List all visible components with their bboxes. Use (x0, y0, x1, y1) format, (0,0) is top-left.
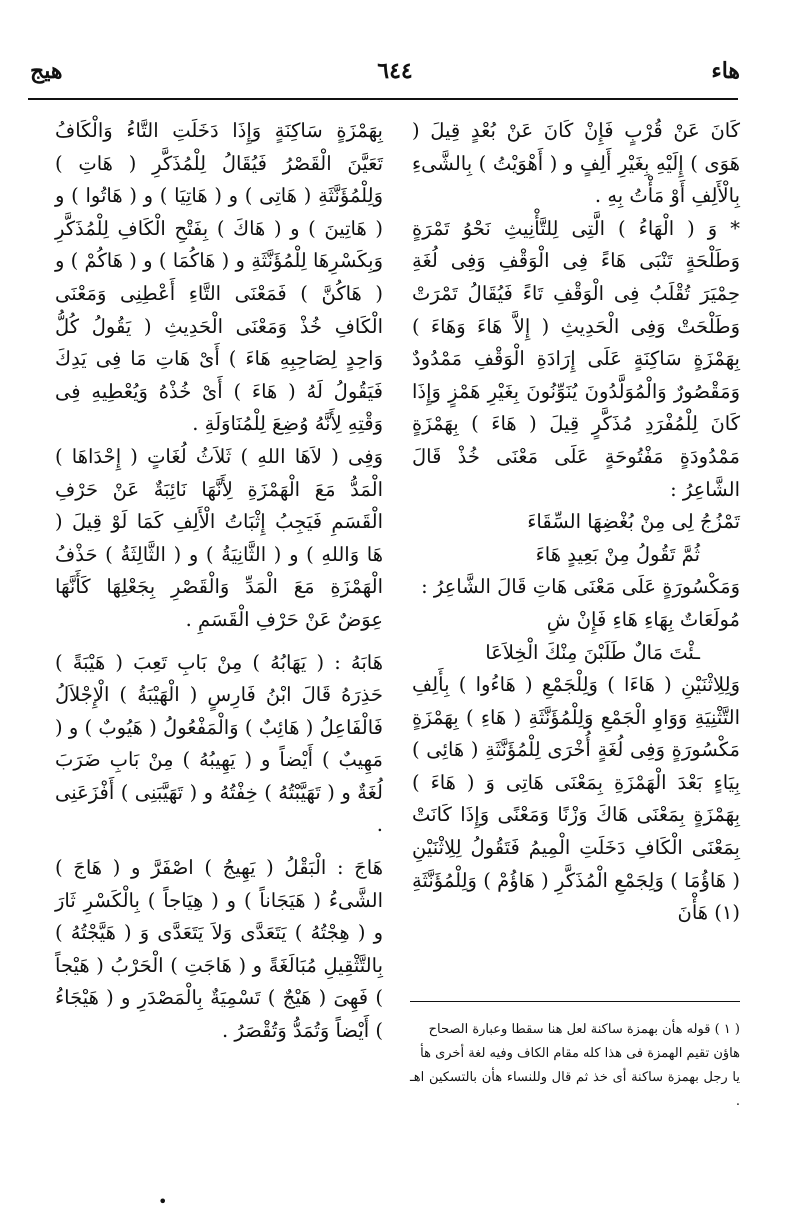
paragraph: كَانَ عَنْ قُرْبٍ فَإِنْ كَانَ عَنْ بُعْدٍ قِيلَ ( هَوَى ) إِلَيْهِ بِغَيْرِ أَلِفٍ و ( أَهْوَيْتُ ) بِالشَّىءِ بِالْأَلِفِ أَوْ مَأْتُ بِهِ . (412, 119, 740, 208)
paragraph: وَمَكْسُورَةٍ عَلَى مَعْنَى هَاتِ قَالَ الشَّاعِرُ : (421, 575, 740, 599)
header-rule (28, 98, 738, 100)
page-number: ٦٤٤ (377, 58, 413, 84)
entry-haja: هَاجَ : الْبَقْلُ ( يَهِيجُ ) اصْفَرَّ و ( هَاجَ ) الشَّىءُ ( هَيَجَاناً ) و ( هِيَاجاً ) بِالْكَسْرِ ثَارَ و ( هِجْتُهُ ) يَتَعَدَّى وَلاَ يَتَعَدَّى وَ ( هَيَّجْتُهُ ) بِالتَّثْقِيلِ مُبَالَغَةً و ( هَاجَتِ ) الْحَرْبُ ( هَيْجاً ) فَهِىَ ( هَيْجٌ ) تَسْمِيَةٌ بِالْمَصْدَرِ و ( هَيْجَاءُ ) أَيْضاً وَتُمَدُّ وَتُقْصَرُ . (55, 856, 383, 1043)
verse-line: ثُمَّ تَقُولُ مِنْ بَعِيدٍ هَاءَ (535, 542, 700, 566)
header-entry-left: هيج (30, 58, 63, 84)
right-column (412, 115, 740, 930)
footnote-line: هاؤن تقيم الهمزة فى هذا كله مقام الكاف وفيه لغة أخرى هأ (420, 1046, 740, 1061)
print-speck: • (158, 1192, 168, 1211)
paragraph: بِهَمْزَةٍ سَاكِنَةٍ وَإِذَا دَخَلَتِ التَّاءُ وَالْكَافُ تَعَيَّنَ الْقَصْرُ فَيُقَالُ لِلْمُذَكَّرِ ( هَاتِ ) وَلِلْمُؤَنَّثَةِ ( هَاتِى ) و ( هَاتِيَا ) و ( هَاتُوا ) و ( هَاتِينَ ) و ( هَاكَ ) بِفَتْحِ الْكَافِ لِلْمُذَكَّرِ وَبِكَسْرِهَا لِلْمُؤَنَّثَةِ و ( هَاكُمَا ) و ( هَاكُمْ ) و ( هَاكُنَّ ) فَمَعْنَى التَّاءِ أَعْطِنِى وَمَعْنَى الْكَافِ خُذْ وَمَعْنَى الْحَدِيثِ ( يَقُولُ كُلُّ وَاحِدٍ لِصَاحِبِهِ هَاءَ ) أَىْ هَاتِ مَا فِى يَدِكَ فَيَقُولُ لَهُ ( هَاءَ ) أَىْ خُذْهُ وَيُعْطِيهِ فِى وَقْتِهِ لِأَنَّهُ وُضِعَ لِلْمُنَاوَلَةِ . (55, 119, 383, 436)
paragraph: * وَ ( الْهَاءُ ) الَّتِى لِلتَّأْنِيثِ نَحْوُ تَمْرَةٍ وَطَلْحَةٍ تَنْبَى هَاءً فِى الْوَقْفِ وَفِى لُغَةِ حِمْيَرَ تُقْلَبُ فِى الْوَقْفِ تَاءً فَيُقَالُ تَمْرَتْ وَطَلْحَتْ وَفِى الْحَدِيثِ ( إِلاَّ هَاءَ وَهَاءَ ) بِهَمْزَةٍ سَاكِنَةٍ عَلَى إِرَادَةِ الْوَقْفِ مَمْدُودٌ وَمَقْصُورٌ وَالْمُوَلَّدُونَ يُنَوِّنُونَ بِغَيْرِ هَمْزٍ وَإِذَا كَانَ لِلْمُفْرَدِ مُذَكَّرٍ قِيلَ ( هَاءَ ) بِهَمْزَةٍ مَمْدُودَةٍ مَفْتُوحَةٍ عَلَى مَعْنَى خُذْ قَالَ الشَّاعِرُ : (412, 216, 740, 501)
footnote-rule (410, 1001, 740, 1002)
header-entry-right: هاء (711, 58, 740, 84)
left-column (55, 115, 383, 1048)
verse-line: ـئْتَ مَالٌ طَلَبْنَ مِنْكَ الْخِلاَعَا (485, 640, 700, 664)
footnote (410, 1018, 740, 1114)
footnote-line: ( ١ ) قوله هأن بهمزة ساكنة لعل هنا سقطا وعبارة الصحاح (428, 1022, 740, 1037)
verse-line: تَمْزُجُ لِى مِنْ بُغْضِهَا السِّقَاءَ (527, 510, 740, 534)
verse-line: مُولَعَاتٌ بِهَاءِ هَاءِ فَإِنْ شِ (546, 607, 740, 631)
paragraph: وَلِلِاثْنَيْنِ ( هَاءَا ) وَلِلْجَمْعِ ( هَاءُوا ) بِأَلِفِ التَّثْنِيَةِ وَوَاوِ الْجَمْعِ وَلِلْمُؤَنَّثَةِ ( هَاءِ ) بِهَمْزَةٍ مَكْسُورَةٍ وَفِى لُغَةٍ أُخْرَى لِلْمُؤَنَّثَةِ ( هَائِى ) بِيَاءٍ بَعْدَ الْهَمْزَةِ بِمَعْنَى هَاتِى وَ ( هَاءَ ) بِهَمْزَةٍ بِمَعْنَى هَاكَ وَزْنًا وَمَعْنًى وَإِذَا كَانَتْ بِمَعْنَى الْكَافِ دَخَلَتِ الْمِيمُ فَتَقُولُ لِلِاثْنَيْنِ ( هَاؤُمَا ) وَلِجَمْعِ الْمُذَكَّرِ ( هَاؤُمْ ) وَلِلْمُؤَنَّثَةِ (١) هَأْنَ (412, 673, 740, 925)
footnote-line: يا رجل بهمزة ساكنة أى خذ ثم قال وللنساء هأن بالتسكين اهـ . (410, 1070, 740, 1109)
entry-haba: هَابَهُ : ( يَهَابُهُ ) مِنْ بَابِ تَعِبَ ( هَيْبَةً ) حَذِرَهُ قَالَ ابْنُ فَارِسٍ ( الْهَيْبَةُ ) الْإِجْلاَلُ فَالْفَاعِلُ ( هَائِبٌ ) وَالْمَفْعُولُ ( هَيُوبٌ ) و ( مَهِيبٌ ) أَيْضاً و ( يَهِيبُهُ ) مِنْ بَابِ ضَرَبَ لُغَةٌ و ( تَهَيَّبْتُهُ ) خِفْتُهُ و ( تَهَيَّبَنِى ) أَفْزَعَنِى . (55, 650, 383, 837)
paragraph: وَفِى ( لاَهَا اللهِ ) ثَلاَثُ لُغَاتٍ ( إِحْدَاهَا ) الْمَدُّ مَعَ الْهَمْزَةِ لِأَنَّهَا نَائِبَةٌ عَنْ حَرْفِ الْقَسَمِ فَيَجِبُ إِثْبَاتُ الْأَلِفِ كَمَا لَوْ قِيلَ ( هَا وَاللهِ ) و ( الثَّانِيَةُ ) و ( الثَّالِثَةُ ) حَذْفُ الْهَمْزَةِ مَعَ الْمَدِّ وَالْقَصْرِ بِجَعْلِهَا كَأَنَّهَا عِوَضٌ عَنْ حَرْفِ الْقَسَمِ . (55, 444, 383, 631)
